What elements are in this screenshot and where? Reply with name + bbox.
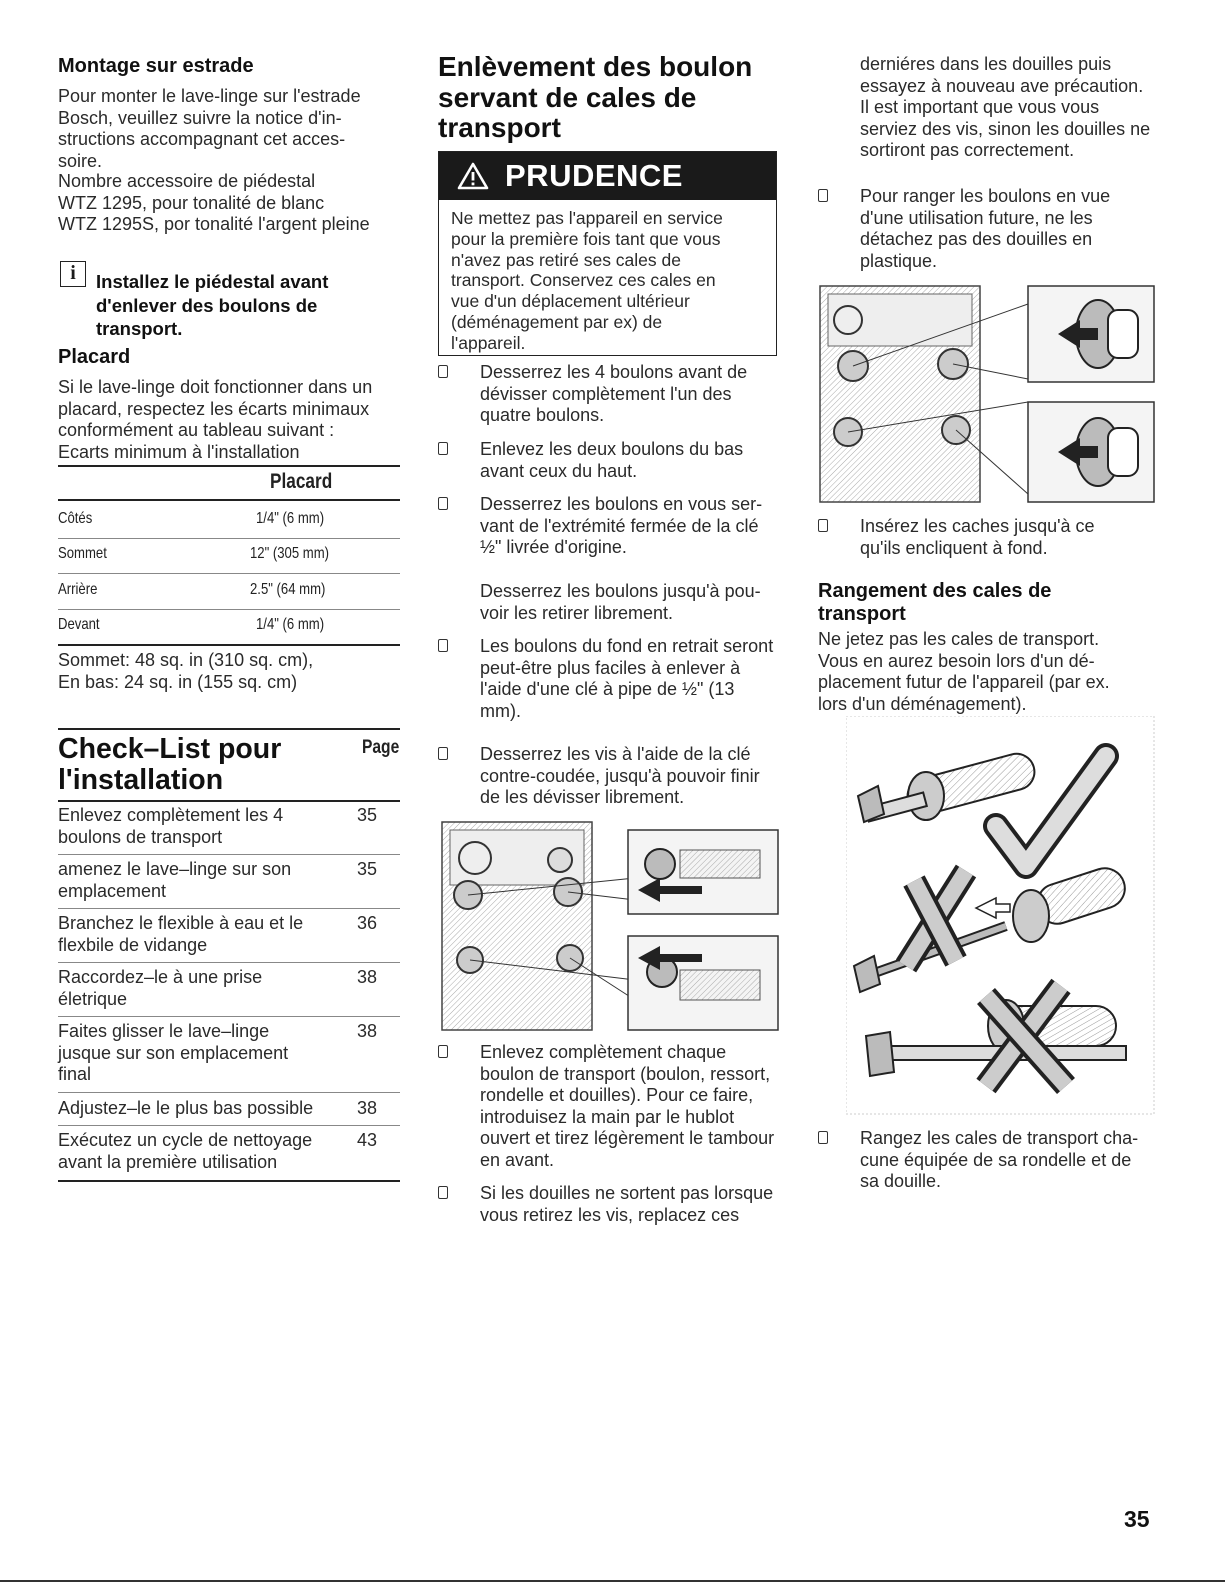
step-item: Les boulons du fond en retrait seront peut-être plus faciles à enlever à l'aide d'une clé à pipe de ½" (13 mm).	[438, 636, 773, 722]
checkbox-bullet-icon	[438, 747, 448, 760]
table-row-divider	[58, 609, 400, 610]
caps-illustration	[818, 284, 1156, 506]
checklist-page-label: Page	[362, 737, 400, 758]
step-item: Rangez les cales de transport cha- cune équipée de sa rondelle et de sa douille.	[818, 1128, 1138, 1193]
table-note: Sommet: 48 sq. in (310 sq. cm), En bas: 24 sq. in (155 sq. cm)	[58, 650, 314, 692]
checkbox-bullet-icon	[438, 639, 448, 652]
warning-banner	[439, 152, 776, 200]
checklist-divider	[58, 854, 400, 855]
rangement-text: Ne jetez pas les cales de transport. Vous en aurez besoin lors d'un dé- placement futur de l'appareil (par ex. lors d'un déménagement).	[818, 629, 1110, 714]
checklist-item: Exécutez un cycle de nettoyage avant la première utilisation 43	[58, 1130, 378, 1172]
checklist-page: 36	[357, 913, 378, 933]
rangement-heading: Rangement des cales de transport	[818, 580, 1052, 625]
accessory-text: Nombre accessoire de piédestal WTZ 1295, pour tonalité de blanc WTZ 1295S, por tonalité l'argent pleine	[58, 171, 370, 234]
washer-back-illustration	[440, 820, 780, 1032]
storage-diagram	[846, 716, 1156, 1116]
checkbox-bullet-icon	[438, 442, 448, 455]
checklist-title: Check–List pour l'installation	[58, 733, 282, 796]
checklist-divider	[58, 1016, 400, 1017]
checklist-item: Faites glisser le lave–linge jusque sur son emplacement final 38	[58, 1021, 378, 1084]
checklist-page: 38	[357, 967, 378, 987]
step-paragraph: Desserrez les boulons jusqu'à pou- voir les retirer librement.	[480, 581, 761, 623]
checklist-header-rule	[58, 800, 400, 802]
warning-text: Ne mettez pas l'appareil en service pour la première fois tant que vous n'avez pas retiré ses cales de transport. Conservez ces cales en vue d'un déplacement ultérieur (déménagement par ex) de l'appareil.	[451, 208, 723, 353]
step-item: Enlevez complètement chaque boulon de transport (boulon, ressort, rondelle et douilles). Pour ce faire, introduisez la main par le hublot ouvert et tirez légèrement le tambour en avant.	[438, 1042, 774, 1171]
checkbox-bullet-icon	[438, 497, 448, 510]
checklist-bottom-rule	[58, 1180, 400, 1182]
montage-heading: Montage sur estrade	[58, 55, 254, 77]
caps-diagram	[818, 284, 1156, 506]
checklist-item: Enlevez complètement les 4 boulons de transport 35	[58, 805, 378, 847]
checklist-divider	[58, 1092, 400, 1093]
step-item: Pour ranger les boulons en vue d'une utilisation future, ne les détachez pas des douilles en plastique.	[818, 186, 1110, 272]
page-number: 35	[1124, 1506, 1150, 1532]
warning-box	[438, 151, 777, 356]
checklist-divider	[58, 908, 400, 909]
table-row-label: Arrière	[58, 581, 98, 598]
checklist-item: Branchez le flexible à eau et le flexbile de vidange 36	[58, 913, 378, 955]
montage-text: Pour monter le lave-linge sur l'estrade Bosch, veuillez suivre la notice d'in- structions accompagnant cet acces- soire.	[58, 86, 361, 171]
checkbox-bullet-icon	[438, 365, 448, 378]
checklist-page: 43	[357, 1130, 378, 1150]
checklist-item: Raccordez–le à une prise életrique 38	[58, 967, 378, 1009]
storage-illustration	[846, 716, 1156, 1116]
table-row-label: Devant	[58, 616, 100, 633]
bottom-edge-rule	[0, 1580, 1225, 1582]
table-row-label: Côtés	[58, 510, 93, 527]
step-item: Desserrez les boulons en vous ser- vant de l'extrémité fermée de la clé ½" livrée d'origine.	[438, 494, 762, 559]
table-header-rule	[58, 499, 400, 501]
checkbox-bullet-icon	[818, 519, 828, 532]
step-item: Insérez les caches jusqu'à ce qu'ils encliquent à fond.	[818, 516, 1095, 559]
warning-triangle-icon	[457, 162, 489, 190]
checklist-page: 38	[357, 1098, 378, 1118]
step-item: Desserrez les vis à l'aide de la clé contre-coudée, jusqu'à pouvoir finir de les dévisser librement.	[438, 744, 760, 809]
table-row-value: 12" (305 mm)	[250, 545, 330, 562]
checkbox-bullet-icon	[438, 1186, 448, 1199]
checklist-item: Adjustez–le le plus bas possible 38	[58, 1098, 378, 1118]
checklist-page: 35	[357, 859, 378, 879]
checklist-top-rule	[58, 728, 400, 730]
washer-bolts-diagram	[440, 820, 780, 1032]
info-text: Installez le piédestal avant d'enlever des boulons de transport.	[96, 271, 329, 339]
table-header: Placard	[270, 470, 333, 493]
table-row-value: 2.5" (64 mm)	[250, 581, 326, 598]
table-row-divider	[58, 573, 400, 574]
table-top-rule	[58, 465, 400, 467]
table-row-label: Sommet	[58, 545, 107, 562]
table-row-value: 1/4" (6 mm)	[256, 510, 325, 527]
section-title: Enlèvement des boulon servant de cales de transport	[438, 51, 753, 143]
warning-label: PRUDENCE	[505, 158, 683, 193]
step-item: Enlevez les deux boulons du bas avant ceux du haut.	[438, 439, 743, 482]
checkbox-bullet-icon	[818, 189, 828, 202]
checkbox-bullet-icon	[438, 1045, 448, 1058]
placard-heading: Placard	[58, 346, 131, 368]
info-icon: i	[60, 261, 86, 287]
table-row-value: 1/4" (6 mm)	[256, 616, 325, 633]
step-item: Si les douilles ne sortent pas lorsque vous retirez les vis, replacez ces	[438, 1183, 773, 1226]
step-item: Desserrez les 4 boulons avant de dévisser complètement l'un des quatre boulons.	[438, 362, 747, 427]
checkbox-bullet-icon	[818, 1131, 828, 1144]
placard-text: Si le lave-linge doit fonctionner dans un placard, respectez les écarts minimaux conformément au tableau suivant : Ecarts minimum à l'installation	[58, 377, 373, 462]
checklist-divider	[58, 1125, 400, 1126]
continued-text: derniéres dans les douilles puis essayez à nouveau ave précaution. Il est important que vous vous serviez des vis, sinon les douilles ne sortiront pas correctement.	[860, 54, 1151, 160]
checklist-page: 35	[357, 805, 378, 825]
table-bottom-rule	[58, 644, 400, 646]
table-row-divider	[58, 538, 400, 539]
checklist-item: amenez le lave–linge sur son emplacement 35	[58, 859, 378, 901]
checklist-page: 38	[357, 1021, 378, 1041]
checklist-divider	[58, 962, 400, 963]
